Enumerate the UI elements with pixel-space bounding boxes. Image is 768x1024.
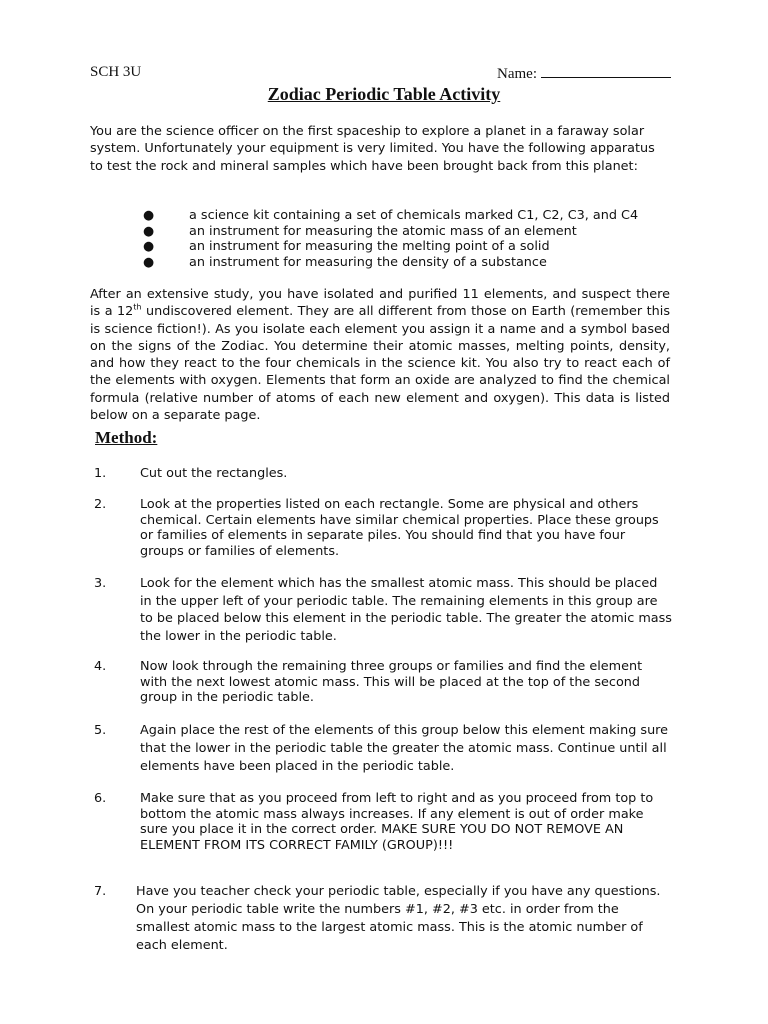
- study-paragraph: [90, 286, 670, 424]
- bullet-icon: ●: [143, 254, 155, 270]
- course-code: SCH 3U: [90, 64, 142, 80]
- list-item-text: a science kit containing a set of chemicals marked C1, C2, C3, and C4: [189, 208, 639, 223]
- name-blank-line: [541, 64, 671, 78]
- name-label: Name:: [497, 66, 537, 82]
- list-item: [90, 224, 650, 240]
- list-item-text: an instrument for measuring the atomic mass of an element: [189, 223, 577, 239]
- bullet-icon: ●: [143, 208, 155, 223]
- list-item: [90, 239, 650, 255]
- step-number: 7.: [94, 884, 107, 899]
- method-heading: Method:: [95, 428, 158, 447]
- study-text-start: After an extensive study, you have isolated and purified 11 elements, and suspect there is a 12: [90, 287, 670, 320]
- name-field: [497, 64, 671, 83]
- step-text: Have you teacher check your periodic table, especially if you have any questions. On your periodic table write the numbers #1, #2, #3 etc. in order from the smallest atomic mass to the largest atomic mass. This is the atomic number of each element.: [136, 884, 661, 953]
- step-number: 3.: [94, 576, 107, 591]
- bullet-icon: ●: [143, 223, 155, 239]
- step-number: 4.: [94, 659, 107, 674]
- study-text-rest: undiscovered element. They are all different from those on Earth (remember this is science fiction!). As you isolate each element you assign it a name and a symbol based on the signs of the Zodiac. You determine their atomic masses, melting points, density, and how they react to the four chemicals in the science kit. You also try to react each of the elements with oxygen. Elements that form an oxide are analyzed to find the chemical formula (relative number of atoms of each new element and oxygen). This data is listed below on a separate page.: [90, 304, 671, 424]
- step-number: 6.: [94, 791, 107, 806]
- bullet-icon: ●: [143, 239, 155, 255]
- page-title: [0, 84, 768, 105]
- step-text: Look for the element which has the smallest atomic mass. This should be placed in the upper left of your periodic table. The remaining elements in this group are to be placed below this element in the periodic table. The greater the atomic mass the lower in the periodic table.: [140, 576, 672, 644]
- step-text: Look at the properties listed on each rectangle. Some are physical and others chemical. Certain elements have similar chemical properties. Place these groups or families of elements in separate piles. You should find that you have four groups or families of elements.: [140, 497, 659, 560]
- step-text: Make sure that as you proceed from left to right and as you proceed from top to bottom the atomic mass always increases. If any element is out of order make sure you place it in the correct order. MAKE SURE YOU DO NOT REMOVE AN ELEMENT FROM ITS CORRECT FAMILY (GROUP)!!!: [140, 791, 654, 854]
- title-text: Zodiac Periodic Table Activity: [267, 84, 501, 104]
- list-item-text: an instrument for measuring the density of a substance: [189, 254, 547, 270]
- list-item: [90, 255, 650, 271]
- step-number: 2.: [94, 497, 107, 512]
- list-item: [90, 208, 650, 224]
- apparatus-list: [90, 208, 650, 270]
- step-number: 1.: [94, 466, 107, 481]
- step-text: Now look through the remaining three groups or families and find the element with the next lowest atomic mass. This will be placed at the top of the second group in the periodic table.: [140, 659, 643, 706]
- list-item-text: an instrument for measuring the melting point of a solid: [189, 239, 550, 255]
- superscript: th: [133, 303, 142, 313]
- step-number: 5.: [94, 723, 107, 738]
- step-text: Again place the rest of the elements of this group below this element making sure that the lower in the periodic table the greater the atomic mass. Continue until all elements have been placed in the periodic table.: [140, 723, 669, 774]
- step-text: Cut out the rectangles.: [140, 466, 288, 481]
- intro-paragraph: You are the science officer on the first spaceship to explore a planet in a faraway solar system. Unfortunately your equipment is very limited. You have the following apparatus to test the rock and mineral samples which have been brought back from this planet:: [90, 124, 655, 174]
